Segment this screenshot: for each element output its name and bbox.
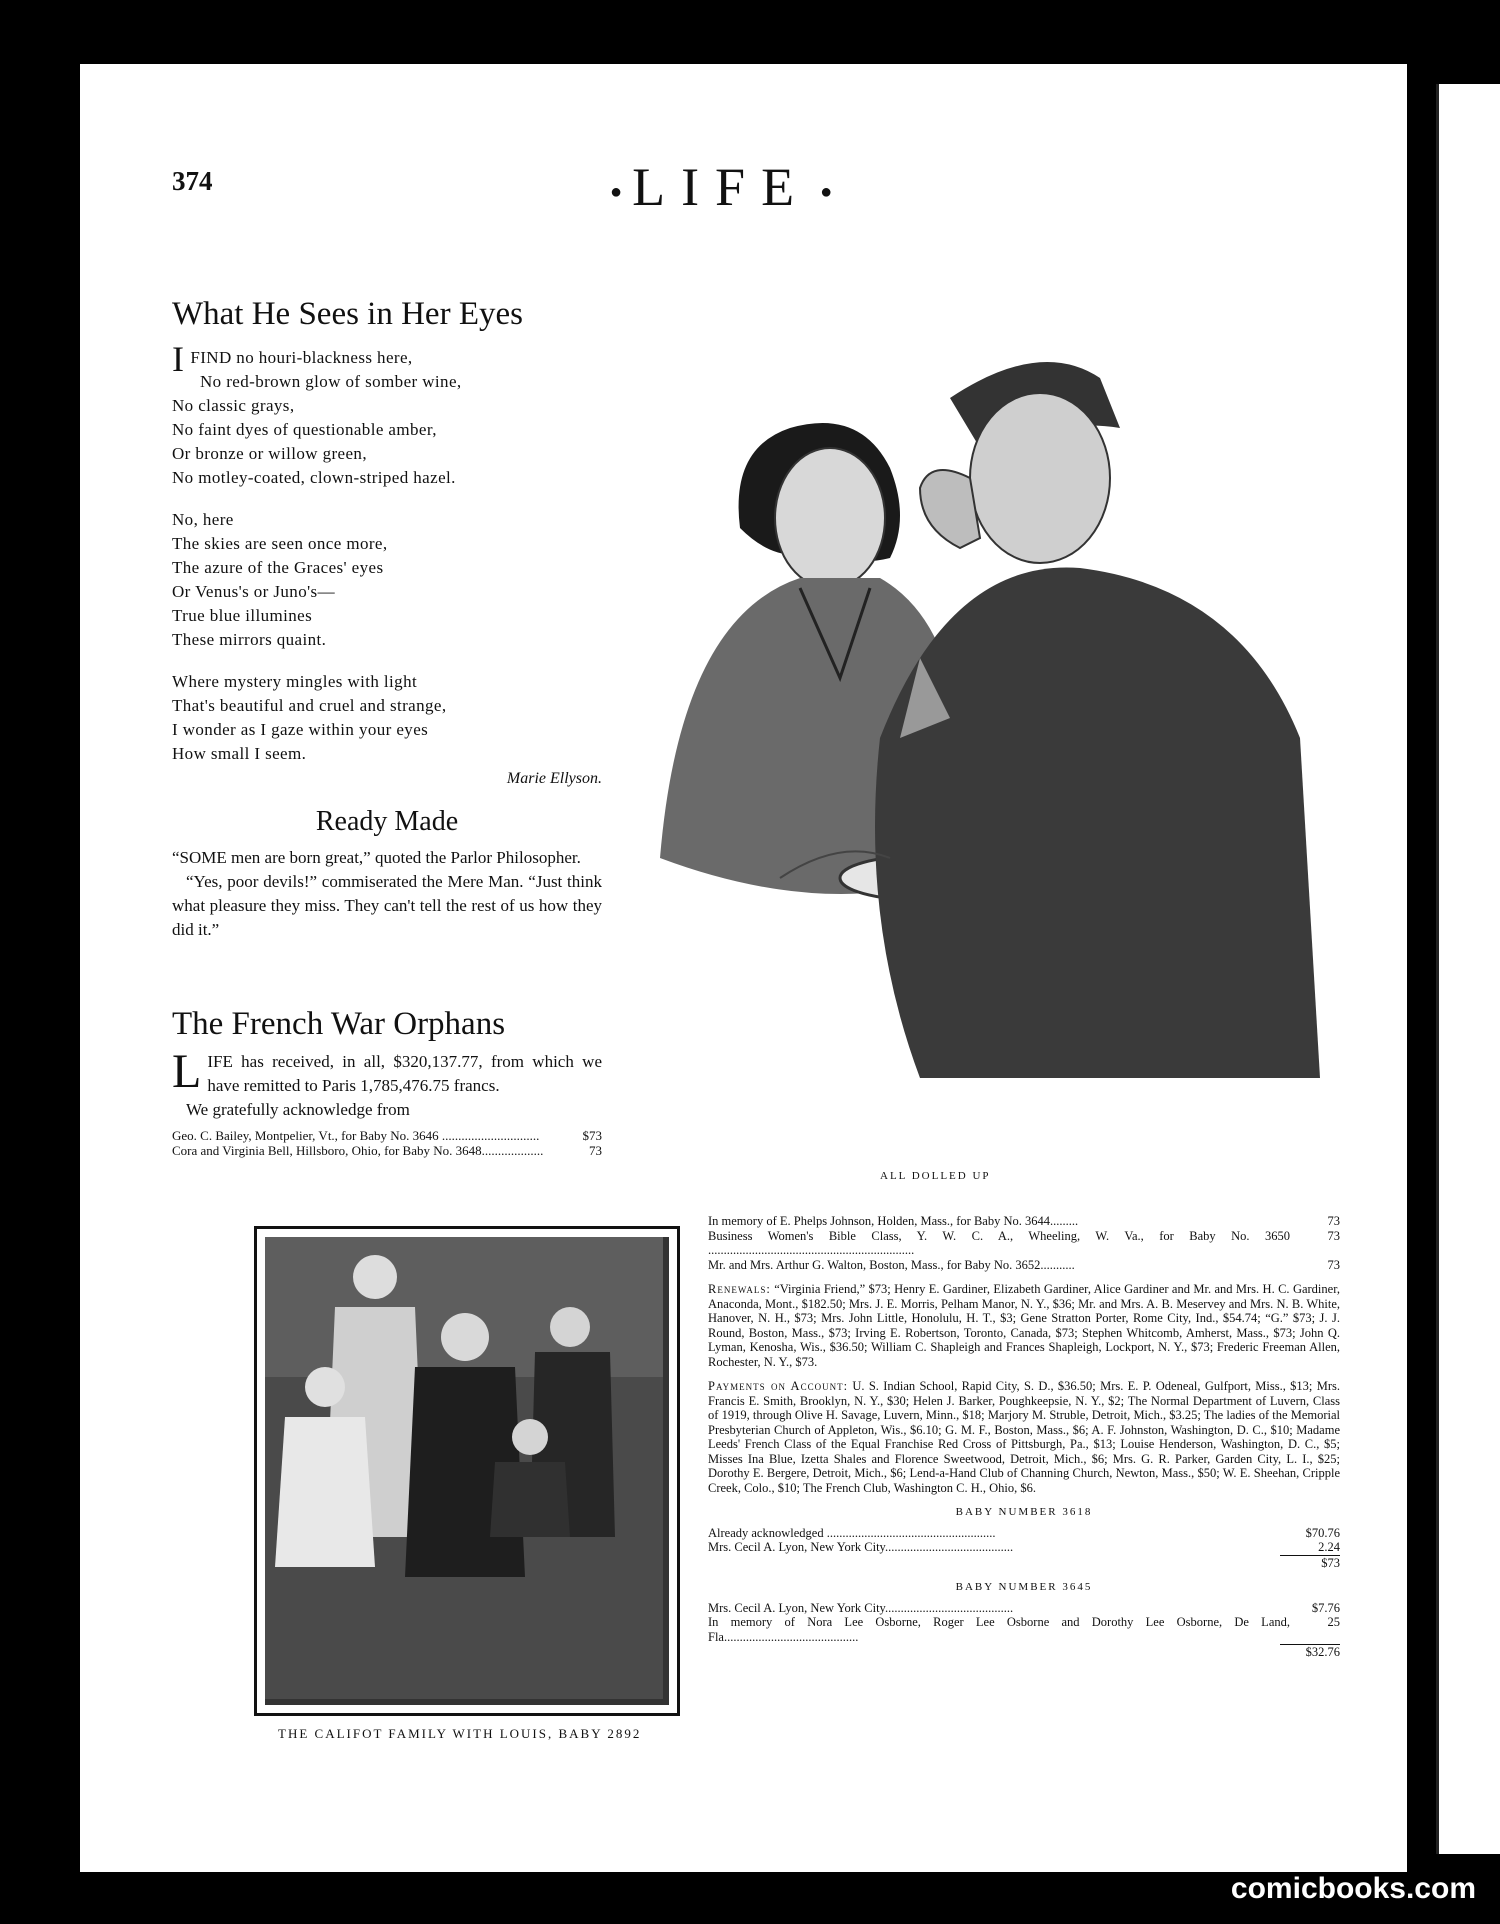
acknowledgement-list bbox=[172, 1128, 602, 1158]
photo-image bbox=[265, 1237, 669, 1705]
poem-line: No motley-coated, clown-striped hazel. bbox=[172, 468, 456, 488]
payments-text: U. S. Indian School, Rapid City, S. D., $36.50; Mrs. E. P. Odeneal, Gulfport, Miss., $13; Mrs. Francis E. Smith, Brooklyn, N. Y., $30; Helen J. Barker, Poughkeepsie, N. Y., $2; The Normal Department of Luvern, Class of 1919, through Olive H. Savage, Luvern, Minn., $18; Marjory M. Struble, Detroit, Mich., $3.25; The ladies of the Memorial Presbyterian Church of Appleton, Wis., $6.10; G. M. F., Boston, Mass., $6; A. F. Johnston, Washington, D. C., $10; Madame Leeds' French Class of the Equal Franchise Red Cross of Pittsburgh, Pa., $13; Louise Henderson, Washington, D. C., $5; Misses Ina Blue, Izetta Shales and Florence Sweetwood, Detroit, Mich., $6; Mrs. G. R. Parker, Garden City, L. I., $25; Dorothy E. Bergere, Detroit, Mich., $6; Lend-a-Hand Club of Channing Church, Newton, Mass., $50; W. E. Sheehan, Cripple Creek, Colo., $10; The French Club, Washington C. H., Ohio, $6. bbox=[708, 1379, 1340, 1495]
orphans-title: The French War Orphans bbox=[172, 1006, 506, 1042]
list-item bbox=[708, 1229, 1340, 1258]
entry-value: 73 bbox=[1327, 1228, 1340, 1243]
list-item bbox=[708, 1601, 1340, 1616]
illustration-caption: ALL DOLLED UP bbox=[880, 1170, 991, 1182]
baby-number-heading: BABY NUMBER 3618 bbox=[955, 1506, 1093, 1518]
poem-line: Or Venus's or Juno's— bbox=[172, 582, 335, 602]
illustration-soldier-and-woman bbox=[620, 318, 1340, 1078]
poem-line: How small I seem. bbox=[172, 744, 307, 764]
total-row bbox=[708, 1645, 1340, 1660]
entry-text: Already acknowledged ...................................................... bbox=[708, 1525, 996, 1540]
list-item bbox=[708, 1526, 1340, 1541]
ack-value: 73 bbox=[589, 1143, 602, 1159]
poem-line: These mirrors quaint. bbox=[172, 630, 327, 650]
poem-author: Marie Ellyson. bbox=[506, 770, 602, 788]
poem-line: The azure of the Graces' eyes bbox=[172, 558, 384, 578]
poem-line: No classic grays, bbox=[172, 396, 295, 416]
poem-line: I wonder as I gaze within your eyes bbox=[172, 720, 429, 740]
photo-caption: THE CALIFOT FAMILY WITH LOUIS, BABY 2892 bbox=[278, 1726, 642, 1741]
ack-text: Cora and Virginia Bell, Hillsboro, Ohio, for Baby No. 3648................... bbox=[172, 1143, 544, 1159]
poem-line: No, here bbox=[172, 510, 234, 530]
adjacent-page-edge bbox=[1436, 84, 1500, 1854]
family-photo bbox=[254, 1226, 680, 1716]
list-item bbox=[708, 1258, 1340, 1273]
poem-line: Where mystery mingles with light bbox=[172, 672, 418, 692]
masthead-dot-right: ● bbox=[820, 181, 833, 204]
baby-number-heading: BABY NUMBER 3645 bbox=[955, 1581, 1093, 1593]
photo-figures bbox=[265, 1237, 663, 1699]
ack-value: $73 bbox=[582, 1128, 602, 1144]
list-item bbox=[172, 1128, 602, 1143]
poem-line: That's beautiful and cruel and strange, bbox=[172, 696, 447, 716]
total-value: $32.76 bbox=[1305, 1645, 1340, 1659]
poem-line: Or bronze or willow green, bbox=[172, 444, 367, 464]
orphans-para-1: IFE has received, in all, $320,137.77, from which we have remitted to Paris 1,785,476.75 francs. bbox=[207, 1052, 602, 1096]
entry-text: Mrs. Cecil A. Lyon, New York City......................................... bbox=[708, 1600, 1014, 1615]
page-number: 374 bbox=[172, 166, 213, 196]
masthead-dot-left: ● bbox=[610, 181, 623, 204]
total-value: $73 bbox=[1321, 1555, 1340, 1570]
entry-text: In memory of Nora Lee Osborne, Roger Lee Osborne and Dorothy Lee Osborne, De Land, Fla........................................... bbox=[708, 1615, 1290, 1644]
entry-value: 73 bbox=[1327, 1257, 1340, 1272]
ready-made-para-1: “SOME men are born great,” quoted the Parlor Philosopher. bbox=[172, 848, 581, 867]
entry-value: 25 bbox=[1327, 1615, 1340, 1629]
list-item bbox=[172, 1143, 602, 1158]
payments-label: Payments on Account: bbox=[708, 1379, 849, 1393]
ready-made-article bbox=[172, 806, 602, 942]
renewals-label: Renewals: bbox=[708, 1282, 771, 1296]
entry-value: $7.76 bbox=[1311, 1600, 1340, 1615]
poem-line: No faint dyes of questionable amber, bbox=[172, 420, 437, 440]
masthead-title: LIFE bbox=[632, 157, 811, 217]
french-war-orphans-article bbox=[172, 1006, 602, 1158]
ready-made-para-2: “Yes, poor devils!” commiserated the Mere Man. “Just think what pleasure they miss. They can't tell the rest of us how they did it.” bbox=[172, 872, 602, 939]
total-row bbox=[708, 1556, 1340, 1571]
orphans-para-2: We gratefully acknowledge from bbox=[186, 1100, 410, 1120]
entry-value: $70.76 bbox=[1305, 1525, 1340, 1540]
entry-text: Mr. and Mrs. Arthur G. Walton, Boston, Mass., for Baby No. 3652........... bbox=[708, 1257, 1075, 1272]
poem-title: What He Sees in Her Eyes bbox=[172, 296, 523, 332]
list-item bbox=[708, 1540, 1340, 1555]
entry-text: Business Women's Bible Class, Y. W. C. A., Wheeling, W. Va., for Baby No. 3650 .................................................................. bbox=[708, 1228, 1290, 1257]
ack-text: Geo. C. Bailey, Montpelier, Vt., for Baby No. 3646 .............................. bbox=[172, 1128, 540, 1144]
masthead bbox=[600, 156, 842, 218]
poem-dropcap: I bbox=[172, 339, 185, 380]
entry-value: 2.24 bbox=[1318, 1540, 1340, 1554]
contributions-list bbox=[708, 1214, 1340, 1660]
poem-stanza-2 bbox=[172, 508, 602, 652]
list-item bbox=[708, 1615, 1340, 1644]
poem-stanza-1 bbox=[172, 339, 602, 490]
ready-made-title: Ready Made bbox=[315, 806, 459, 837]
poem-line: True blue illumines bbox=[172, 606, 313, 626]
poem-line: FIND no houri-blackness here, bbox=[190, 348, 413, 368]
poem-line: No red-brown glow of somber wine, bbox=[200, 372, 462, 392]
payments-paragraph bbox=[708, 1379, 1340, 1495]
illustration-drawing bbox=[620, 318, 1340, 1078]
entry-value: 73 bbox=[1327, 1214, 1340, 1228]
poem-line: The skies are seen once more, bbox=[172, 534, 388, 554]
list-item bbox=[708, 1214, 1340, 1229]
watermark: comicbooks.com bbox=[1230, 1872, 1476, 1905]
renewals-paragraph bbox=[708, 1282, 1340, 1369]
entry-text: Mrs. Cecil A. Lyon, New York City......................................... bbox=[708, 1540, 1014, 1554]
orphans-dropcap: L bbox=[172, 1045, 202, 1099]
poem-stanza-3 bbox=[172, 670, 602, 766]
renewals-text: “Virginia Friend,” $73; Henry E. Gardiner, Elizabeth Gardiner, Alice Gardiner and Mr. and Mrs. H. C. Gardiner, Anaconda, Mont., $182.50; Mrs. J. E. Morris, Pelham Manor, N. Y., $36; Mr. and Mrs. A. B. Meservey and Mrs. N. B. White, Hanover, N. H., $73; Mrs. John Little, Honolulu, H. T., $3; Gene Stratton Porter, Rome City, Ind., $54.74; “G.” $73; J. J. Round, Boston, Mass., $73; Irving E. Robertson, Toronto, Canada, $73; Stephen Whitcomb, Amherst, Mass., $73; John Q. Lyman, Kenosha, Wis., $36.50; William C. Shapleigh and Frances Shapleigh, Lockport, N. Y., $73; Frederic Freeman Allen, Rochester, N. Y., $73. bbox=[708, 1282, 1340, 1369]
poem-what-he-sees bbox=[172, 296, 602, 788]
entry-text: In memory of E. Phelps Johnson, Holden, Mass., for Baby No. 3644......... bbox=[708, 1214, 1079, 1228]
